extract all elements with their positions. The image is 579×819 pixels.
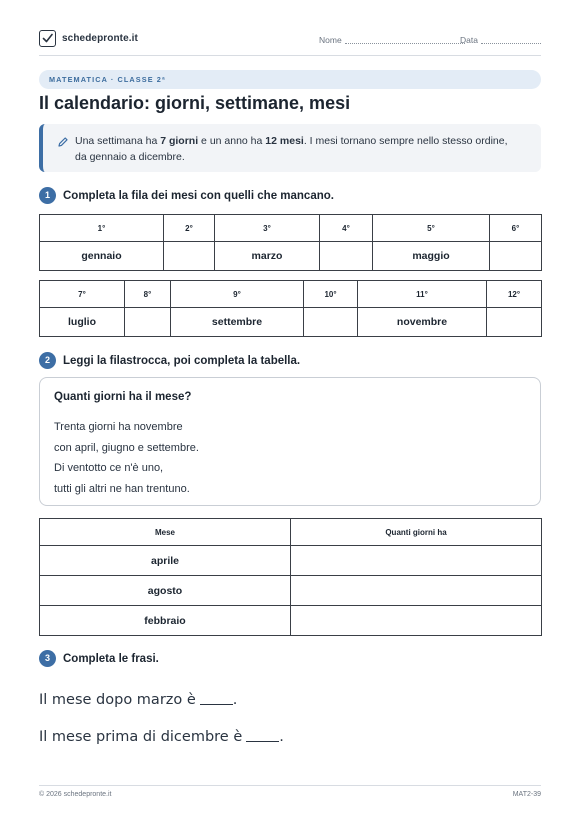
month-name-cell: febbraio <box>40 606 291 636</box>
month-position: 3° <box>215 215 320 242</box>
month-position: 7° <box>40 281 125 308</box>
days-table <box>39 518 542 636</box>
info-text-part: Una settimana ha <box>75 135 161 147</box>
site-name: schedepronte.it <box>62 33 138 44</box>
info-box <box>39 124 541 172</box>
footer-code: MAT2-39 <box>512 791 541 798</box>
section-instruction: Completa la fila dei mesi con quelli che mancano. <box>63 189 334 202</box>
table-row <box>40 576 542 606</box>
section-number: 3 <box>39 650 56 667</box>
info-text-part: . I mesi tornano sempre nello stesso ordine, da gennaio a dicembre. <box>75 135 508 163</box>
month-cell: marzo <box>215 242 320 271</box>
poem-title: Quanti giorni ha il mese? <box>54 391 192 403</box>
table-row <box>40 606 542 636</box>
month-blank-cell[interactable] <box>164 242 215 271</box>
month-blank-cell[interactable] <box>320 242 373 271</box>
month-name-cell: aprile <box>40 546 291 576</box>
site-logo <box>39 30 138 47</box>
poem-line: Trenta giorni ha novembre <box>54 421 183 433</box>
poem-line: Di ventotto ce n'è uno, <box>54 462 164 474</box>
page-title: Il calendario: giorni, settimane, mesi <box>39 93 351 113</box>
section-2-header <box>39 352 300 369</box>
section-instruction: Leggi la filastrocca, poi completa la tabella. <box>63 354 301 367</box>
month-blank-cell[interactable] <box>304 308 358 337</box>
sentence-text: Il mese prima di dicembre è <box>39 729 243 745</box>
month-position: 11° <box>358 281 487 308</box>
month-position: 8° <box>125 281 171 308</box>
sentence-1: Il mese dopo marzo è . <box>39 692 238 708</box>
month-position: 12° <box>487 281 542 308</box>
page-header <box>39 30 541 56</box>
month-name-cell: agosto <box>40 576 291 606</box>
column-header: Mese <box>40 519 291 546</box>
poem-box <box>39 377 541 506</box>
months-table-2 <box>39 280 542 337</box>
date-blank <box>481 43 541 44</box>
section-3-header <box>39 650 159 667</box>
poem-text <box>54 417 199 499</box>
footer-copyright: © 2026 schedepronte.it <box>39 791 112 798</box>
days-answer-cell[interactable] <box>291 606 542 636</box>
month-position: 10° <box>304 281 358 308</box>
months-table-1 <box>39 214 542 271</box>
section-1-header <box>39 187 334 204</box>
answer-blank[interactable] <box>200 704 233 705</box>
poem-line: tutti gli altri ne han trentuno. <box>54 482 190 495</box>
month-cell: novembre <box>358 308 487 337</box>
month-position: 4° <box>320 215 373 242</box>
worksheet-page <box>39 0 541 819</box>
month-position: 9° <box>171 281 304 308</box>
info-bold-days: 7 giorni <box>160 135 199 147</box>
days-answer-cell[interactable] <box>291 546 542 576</box>
name-field <box>319 35 465 45</box>
section-instruction: Completa le frasi. <box>63 652 159 665</box>
date-field <box>460 35 541 45</box>
pencil-icon <box>57 135 69 147</box>
answer-blank[interactable] <box>246 741 279 742</box>
date-label: Data <box>460 35 478 45</box>
sentence-text: Il mese dopo marzo è <box>39 692 196 708</box>
section-number: 2 <box>39 352 56 369</box>
month-blank-cell[interactable] <box>490 242 542 271</box>
month-position: 2° <box>164 215 215 242</box>
month-cell: luglio <box>40 308 125 337</box>
table-row <box>40 546 542 576</box>
month-cell: gennaio <box>40 242 164 271</box>
name-blank <box>345 43 465 44</box>
month-cell: settembre <box>171 308 304 337</box>
month-position: 6° <box>490 215 542 242</box>
month-position: 1° <box>40 215 164 242</box>
month-blank-cell[interactable] <box>125 308 171 337</box>
section-number: 1 <box>39 187 56 204</box>
sentence-2: Il mese prima di dicembre è . <box>39 729 284 745</box>
info-bold-months: 12 mesi <box>265 135 304 147</box>
month-position: 5° <box>373 215 490 242</box>
subject-tag: MATEMATICA · CLASSE 2ª <box>39 70 541 89</box>
days-answer-cell[interactable] <box>291 576 542 606</box>
column-header: Quanti giorni ha <box>291 519 542 546</box>
poem-line: con april, giugno e settembre. <box>54 441 199 454</box>
month-cell: maggio <box>373 242 490 271</box>
info-text-part: e un anno ha <box>198 135 266 147</box>
page-footer <box>39 785 541 798</box>
info-text <box>75 133 515 165</box>
checkbox-logo-icon <box>39 30 56 47</box>
name-label: Nome <box>319 35 342 45</box>
month-blank-cell[interactable] <box>487 308 542 337</box>
